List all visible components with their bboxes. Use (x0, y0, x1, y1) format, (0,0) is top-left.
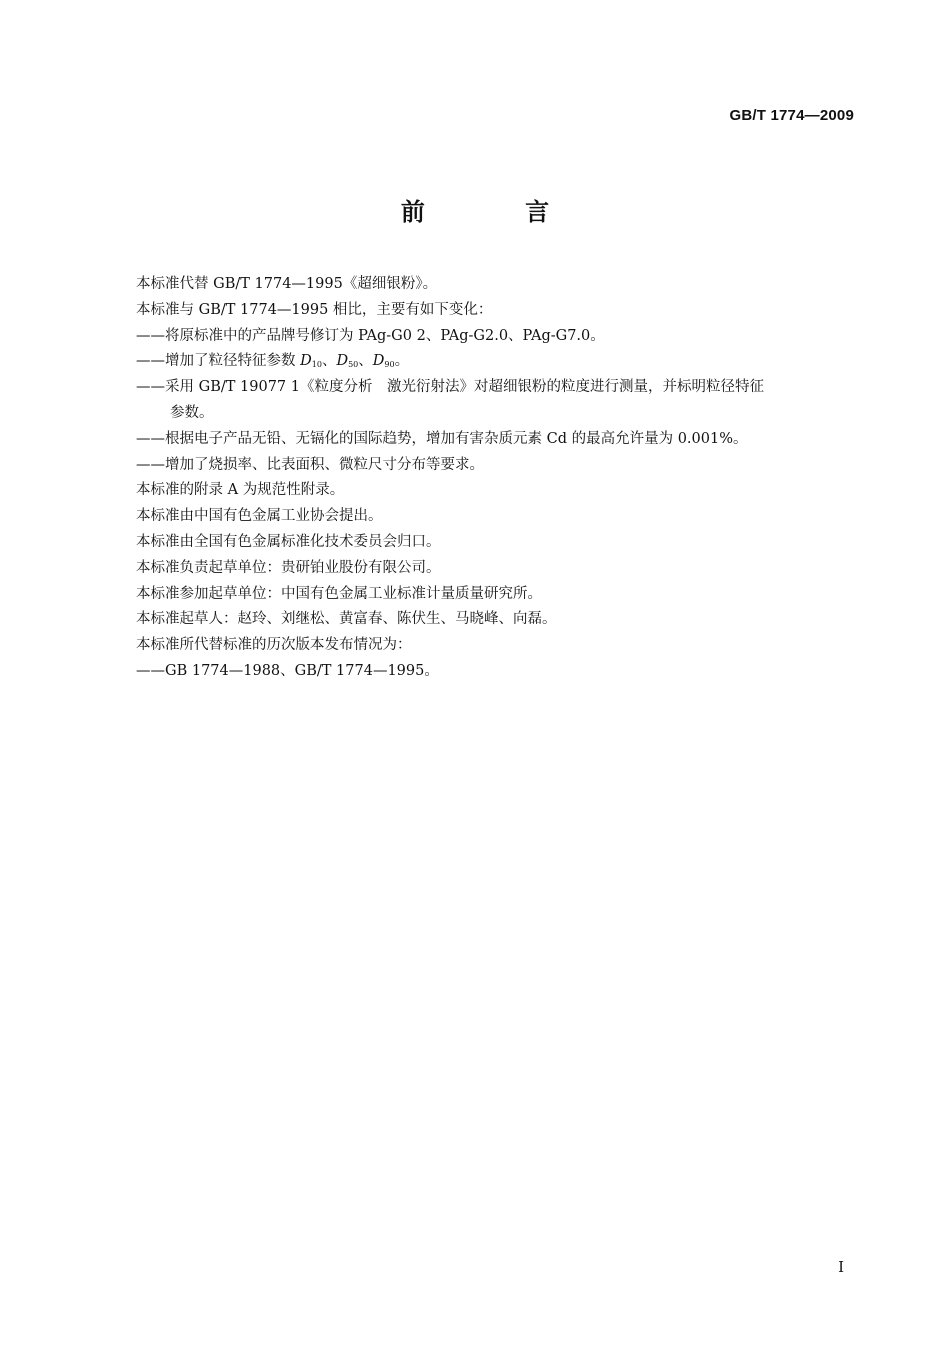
list-item-text: ——增加了粒径特征参数 (136, 353, 301, 370)
paragraph: 本标准与 GB/T 1774—1995 相比，主要有如下变化： (136, 301, 493, 318)
subscript-50: 50 (348, 360, 359, 370)
list-item: ——采用 GB/T 19077 1《粒度分析 激光衍射法》对超细银粉的粒度进行测量，并标明粒径特征 (136, 379, 764, 396)
paragraph: 本标准由中国有色金属工业协会提出。 (136, 508, 383, 525)
list-item-continuation: 参数。 (170, 404, 214, 421)
separator: 、 (358, 353, 373, 370)
page-title: 前 言 (400, 198, 596, 226)
paragraph: 本标准参加起草单位：中国有色金属工业标准计量质量研究所。 (136, 585, 542, 602)
subscript-10: 10 (311, 360, 322, 370)
list-item: ——GB 1774—1988、GB/T 1774—1995。 (136, 662, 439, 679)
list-item: ——增加了烧损率、比表面积、微粒尺寸分布等要求。 (136, 456, 484, 473)
paragraph: 本标准代替 GB/T 1774—1995《超细银粉》。 (136, 276, 438, 292)
document-body (136, 272, 856, 685)
paragraph: 本标准负责起草单位：贵研铂业股份有限公司。 (136, 559, 441, 576)
list-item-end: 。 (394, 353, 410, 370)
list-item-particle-params (136, 349, 856, 375)
separator: 、 (321, 353, 337, 370)
paragraph: 本标准由全国有色金属标准化技术委员会归口。 (136, 533, 441, 550)
list-item: ——将原标准中的产品牌号修订为 PAg-G0 2、PAg-G2.0、PAg-G7.0。 (136, 327, 605, 344)
paragraph: 本标准起草人：赵玲、刘继松、黄富春、陈伏生、马晓峰、向磊。 (136, 611, 557, 628)
paragraph: 本标准所代替标准的历次版本发布情况为： (136, 637, 412, 654)
d-symbol: D (336, 353, 349, 370)
paragraph: 本标准的附录 A 为规范性附录。 (136, 482, 345, 499)
subscript-90: 90 (384, 360, 395, 370)
page-number: I (838, 1258, 844, 1276)
list-item: ——根据电子产品无铅、无镉化的国际趋势，增加有害杂质元素 Cd 的最高允许量为 0.001%。 (136, 430, 748, 447)
d-symbol: D (300, 353, 312, 370)
document-code: GB/T 1774—2009 (729, 107, 854, 124)
d-symbol: D (372, 353, 385, 370)
